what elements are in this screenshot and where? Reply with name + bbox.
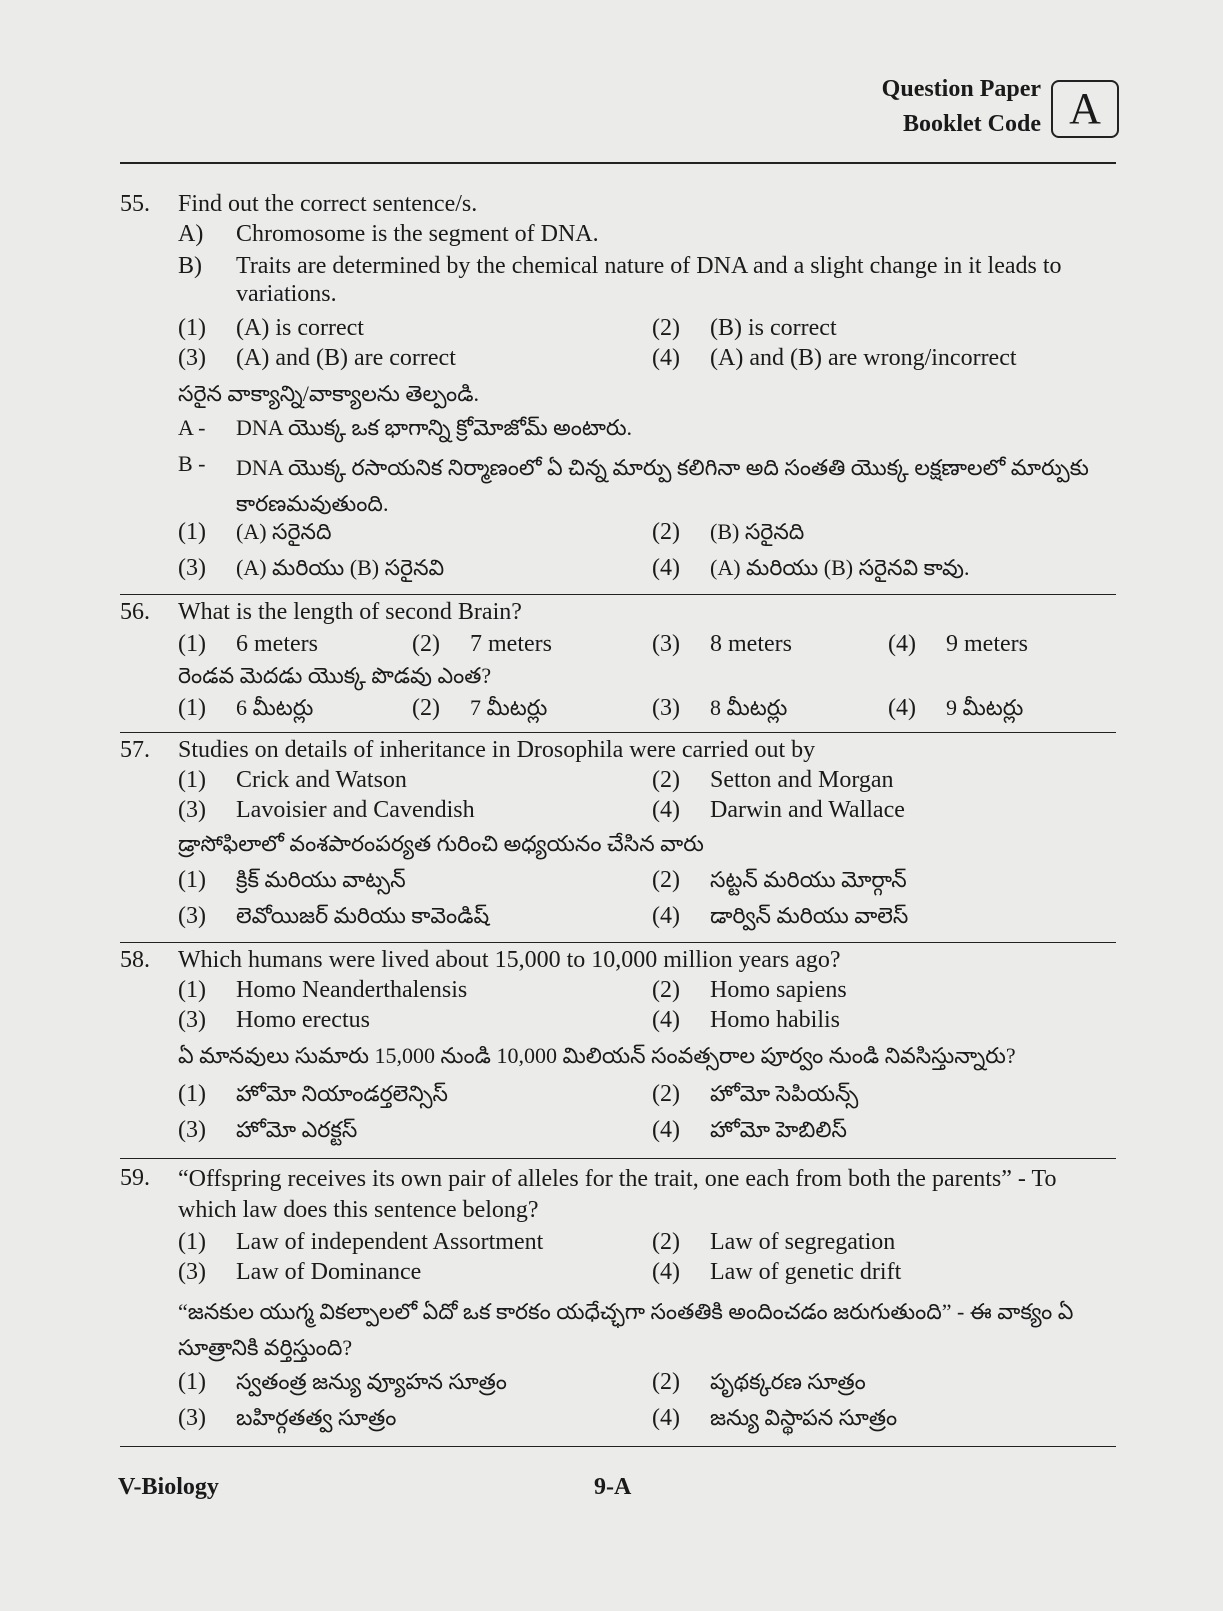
option-text: Setton and Morgan [710,767,894,793]
option-text: Law of segregation [710,1229,896,1255]
question-divider [120,594,1116,595]
option-text: లెవోయిజర్ మరియు కావెండిష్ [236,903,490,928]
option-text: 6 meters [236,631,318,657]
option-label: (1) [178,631,206,657]
option-text: Homo erectus [236,1007,370,1033]
question-stem-te: “జనకుల యుగ్మ వికల్పాలలో ఏదో ఒక కారకం యధేచ్ఛగా సంతతికి అందించడం జరుగుతుంది” - ఈ వాక్యం ఏ సూత్రానికి వర్తిస్తుంది? [178,1299,1074,1360]
option-text: హోమో ఎరక్టస్ [236,1117,358,1142]
option-label: (2) [652,977,680,1003]
question-stem-en: “Offspring receives its own pair of alleles for the trait, one each from both the parents” - To which law does this sentence belong? [178,1166,1057,1223]
option-text: Lavoisier and Cavendish [236,797,475,823]
option-label: (3) [178,1259,206,1285]
statement-text: DNA యొక్క ఒక భాగాన్ని క్రోమోజోమ్ అంటారు. [236,415,633,440]
option-text: హోమో నియాండర్తలెన్సిస్ [236,1081,448,1106]
option-text: బహిర్గతత్వ సూత్రం [236,1405,397,1430]
question-divider [120,1446,1116,1447]
option-text: (A) మరియు (B) సరైనవి కావు. [710,555,970,580]
statement-text: Chromosome is the segment of DNA. [236,221,599,247]
question-divider [120,942,1116,943]
statement-label: A) [178,221,204,247]
option-label: (3) [178,903,206,929]
question-number: 56. [120,599,150,625]
option-text: జన్యు విస్థాపన సూత్రం [710,1405,898,1430]
question-stem-te: సరైన వాక్యాన్ని/వాక్యాలను తెల్పండి. [178,381,479,406]
statement-label: B) [178,253,202,279]
statement-label: A - [178,415,206,440]
option-label: (2) [412,695,440,721]
option-text: సట్టన్ మరియు మోర్గాన్ [710,867,907,892]
option-text: Homo sapiens [710,977,847,1003]
header-line2: Booklet Code [903,111,1041,137]
option-label: (1) [178,695,206,721]
question-stem-en: What is the length of second Brain? [178,599,522,625]
option-label: (1) [178,867,206,893]
statement-text: Traits are determined by the chemical nature of DNA and a slight change in it leads to variations. [236,253,1062,307]
option-text: Law of independent Assortment [236,1229,544,1255]
option-label: (4) [652,903,680,929]
option-label: (3) [178,1117,206,1143]
option-text: డార్విన్ మరియు వాలెస్ [710,903,909,928]
option-text: (A) సరైనది [236,519,332,544]
option-label: (2) [652,767,680,793]
option-label: (3) [178,1007,206,1033]
option-label: (1) [178,1081,206,1107]
option-text: Homo Neanderthalensis [236,977,468,1003]
header-rule [120,162,1116,164]
option-label: (1) [178,767,206,793]
option-label: (4) [652,797,680,823]
option-label: (3) [178,345,206,371]
option-text: 9 మీటర్లు [946,695,1024,720]
option-label: (1) [178,977,206,1003]
question-stem-en: Which humans were lived about 15,000 to 10,000 million years ago? [178,947,841,973]
option-label: (4) [652,555,680,581]
question-number: 55. [120,191,150,217]
option-label: (1) [178,315,206,341]
option-label: (4) [888,631,916,657]
question-number: 57. [120,737,150,763]
option-text: 6 మీటర్లు [236,695,314,720]
option-text: క్రిక్ మరియు వాట్సన్ [236,867,406,892]
option-text: (B) సరైనది [710,519,805,544]
booklet-code-box: A [1051,80,1119,138]
option-text: హోమో హెబిలిస్ [710,1117,847,1142]
option-text: (A) and (B) are wrong/incorrect [710,345,1017,371]
option-label: (3) [652,631,680,657]
option-text: 9 meters [946,631,1028,657]
option-label: (3) [178,555,206,581]
question-number: 59. [120,1165,150,1191]
option-text: హోమో సెపియన్స్ [710,1081,859,1106]
option-text: 8 meters [710,631,792,657]
option-label: (4) [652,345,680,371]
option-text: 8 మీటర్లు [710,695,788,720]
option-text: (A) and (B) are correct [236,345,456,371]
option-text: Darwin and Wallace [710,797,905,823]
footer-page-number: 9-A [594,1474,632,1500]
option-text: స్వతంత్ర జన్యు వ్యూహన సూత్రం [236,1369,507,1394]
option-label: (2) [652,315,680,341]
booklet-code-header [789,72,1119,144]
option-label: (2) [652,867,680,893]
option-text: (B) is correct [710,315,837,341]
option-label: (1) [178,519,206,545]
question-number: 58. [120,947,150,973]
question-stem-te: రెండవ మెదడు యొక్క పొడవు ఎంత? [178,663,492,688]
option-label: (2) [412,631,440,657]
question-divider [120,1158,1116,1159]
option-label: (4) [652,1007,680,1033]
option-text: 7 మీటర్లు [470,695,548,720]
option-text: 7 meters [470,631,552,657]
option-label: (3) [178,1405,206,1431]
option-label: (3) [652,695,680,721]
option-text: Law of Dominance [236,1259,422,1285]
question-stem-en: Studies on details of inheritance in Drosophila were carried out by [178,737,816,763]
option-text: (A) మరియు (B) సరైనవి [236,555,445,580]
option-label: (2) [652,519,680,545]
option-text: (A) is correct [236,315,364,341]
booklet-code-label [882,72,1041,142]
option-label: (3) [178,797,206,823]
option-label: (1) [178,1229,206,1255]
statement-text: DNA యొక్క రసాయనిక నిర్మాణంలో ఏ చిన్న మార్పు కలిగినా అది సంతతి యొక్క లక్షణాలలో మార్పుకు కారణమవుతుంది. [236,455,1089,516]
question-divider [120,732,1116,733]
option-text: Crick and Watson [236,767,407,793]
option-label: (2) [652,1081,680,1107]
option-label: (2) [652,1229,680,1255]
question-stem-te: ఏ మానవులు సుమారు 15,000 నుండి 10,000 మిలియన్ సంవత్సరాల పూర్వం నుండి నివసిస్తున్నారు? [178,1043,1016,1068]
option-label: (2) [652,1369,680,1395]
statement-label: B - [178,451,206,476]
option-label: (1) [178,1369,206,1395]
option-label: (4) [652,1117,680,1143]
option-label: (4) [888,695,916,721]
question-stem-te: డ్రాసోఫిలాలో వంశపారంపర్యత గురించి అధ్యయనం చేసిన వారు [178,831,704,856]
option-text: పృథక్కరణ సూత్రం [710,1369,866,1394]
question-stem-en: Find out the correct sentence/s. [178,191,478,217]
option-label: (4) [652,1405,680,1431]
option-text: Homo habilis [710,1007,840,1033]
header-line1: Question Paper [881,76,1041,102]
option-text: Law of genetic drift [710,1259,902,1285]
footer-subject: V-Biology [118,1474,219,1500]
option-label: (4) [652,1259,680,1285]
